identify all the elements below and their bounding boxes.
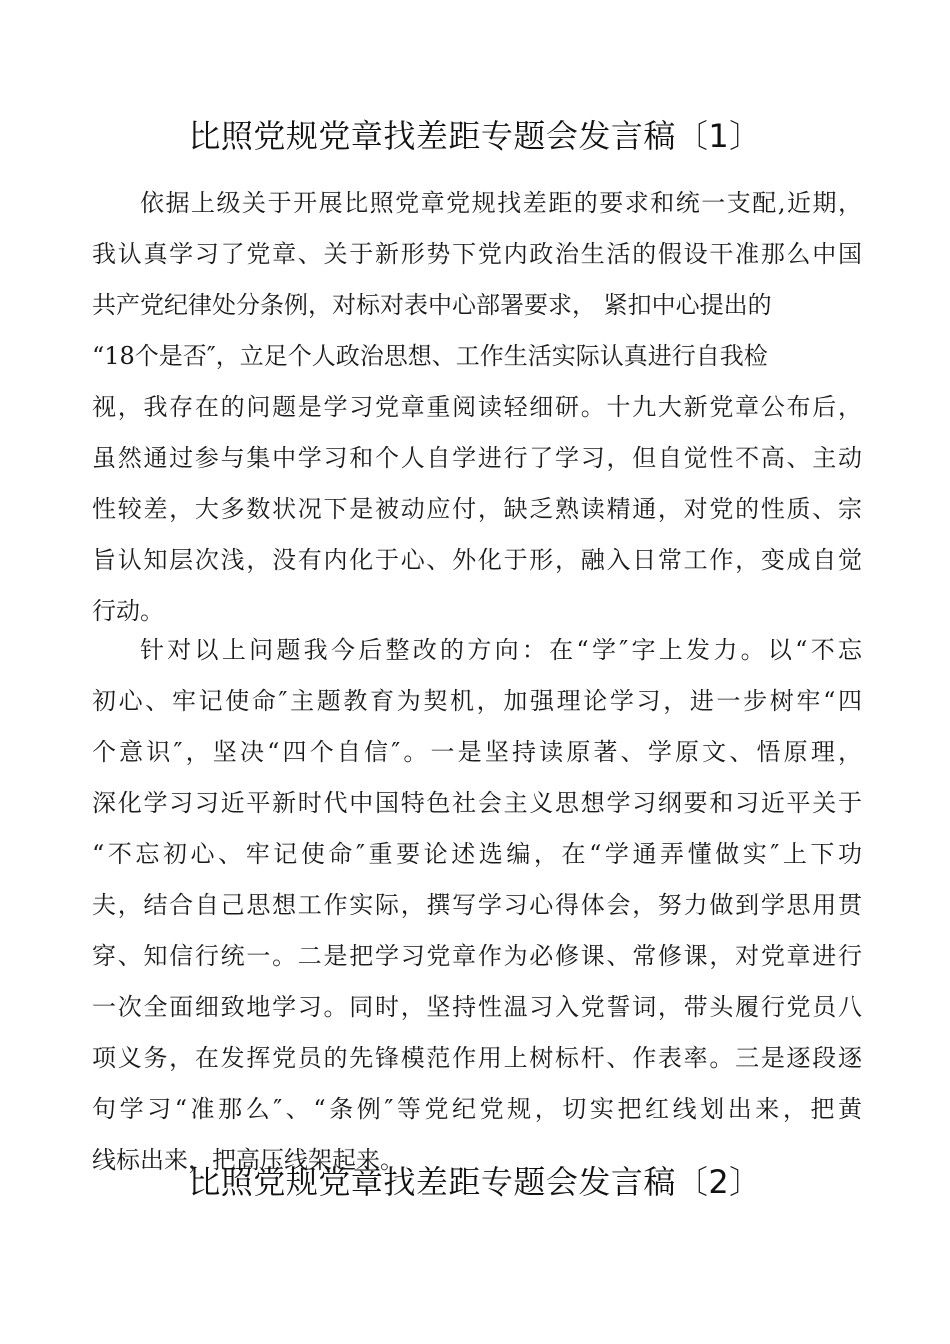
paragraph-line: 共产党纪律处分条例，对标对表中心部署要求， 紧扣中心提出的 [92,291,772,319]
paragraph-line: 初心、牢记使命″主题教育为契机，加强理论学习，进一步树牢“四 [92,687,862,715]
paragraph-line: 穿、知信行统一。二是把学习党章作为必修课、常修课，对党章进行 [92,942,862,970]
paragraph-line: 线标出来，把高压线架起来。 [92,1146,404,1174]
paragraph-line: 深化学习习近平新时代中国特色社会主义思想学习纲要和习近平关于 [92,789,862,817]
paragraph-line: 我认真学习了党章、关于新形势下党内政治生活的假设干准那么中国 [92,240,862,268]
paragraph-line: 句学习“准那么″、“条例″等党纪党规，切实把红线划出来，把黄 [92,1095,862,1123]
paragraph-line: 视，我存在的问题是学习党章重阅读轻细研。十九大新党章公布后， [92,393,862,421]
paragraph-line: 依据上级关于开展比照党章党规找差距的要求和统一支配,近期， [140,189,862,217]
paragraph-line: 个意识″，坚决“四个自信″。一是坚持读原著、学原文、悟原理， [92,738,862,766]
body-paragraph-1 [92,178,862,637]
paragraph-line: 针对以上问题我今后整改的方向：在“学″字上发力。以“不忘 [140,636,862,664]
paragraph-line: “不忘初心、牢记使命″重要论述选编，在“学通弄懂做实″上下功 [92,840,862,868]
paragraph-line: 一次全面细致地学习。同时，坚持性温习入党誓词，带头履行党员八 [92,993,862,1021]
body-paragraph-2 [92,625,862,1186]
paragraph-line: 虽然通过参与集中学习和个人自学进行了学习，但自觉性不高、主动 [92,444,862,472]
paragraph-line: 性较差，大多数状况下是被动应付，缺乏熟读精通，对党的性质、宗 [92,495,862,523]
paragraph-line: 夫，结合自己思想工作实际，撰写学习心得体会，努力做到学思用贯 [92,891,862,919]
document-title-2: 比照党规党章找差距专题会发言稿〔2〕 [188,1163,762,1201]
paragraph-line: 旨认知层次浅，没有内化于心、外化于形，融入日常工作，变成自觉 [92,546,862,574]
document-title-1: 比照党规党章找差距专题会发言稿〔1〕 [188,117,762,155]
paragraph-line: 行动。 [92,597,164,625]
paragraph-line: 项义务，在发挥党员的先锋模范作用上树标杆、作表率。三是逐段逐 [92,1044,862,1072]
paragraph-line: “18个是否″，立足个人政治思想、工作生活实际认真进行自我检 [92,342,768,370]
